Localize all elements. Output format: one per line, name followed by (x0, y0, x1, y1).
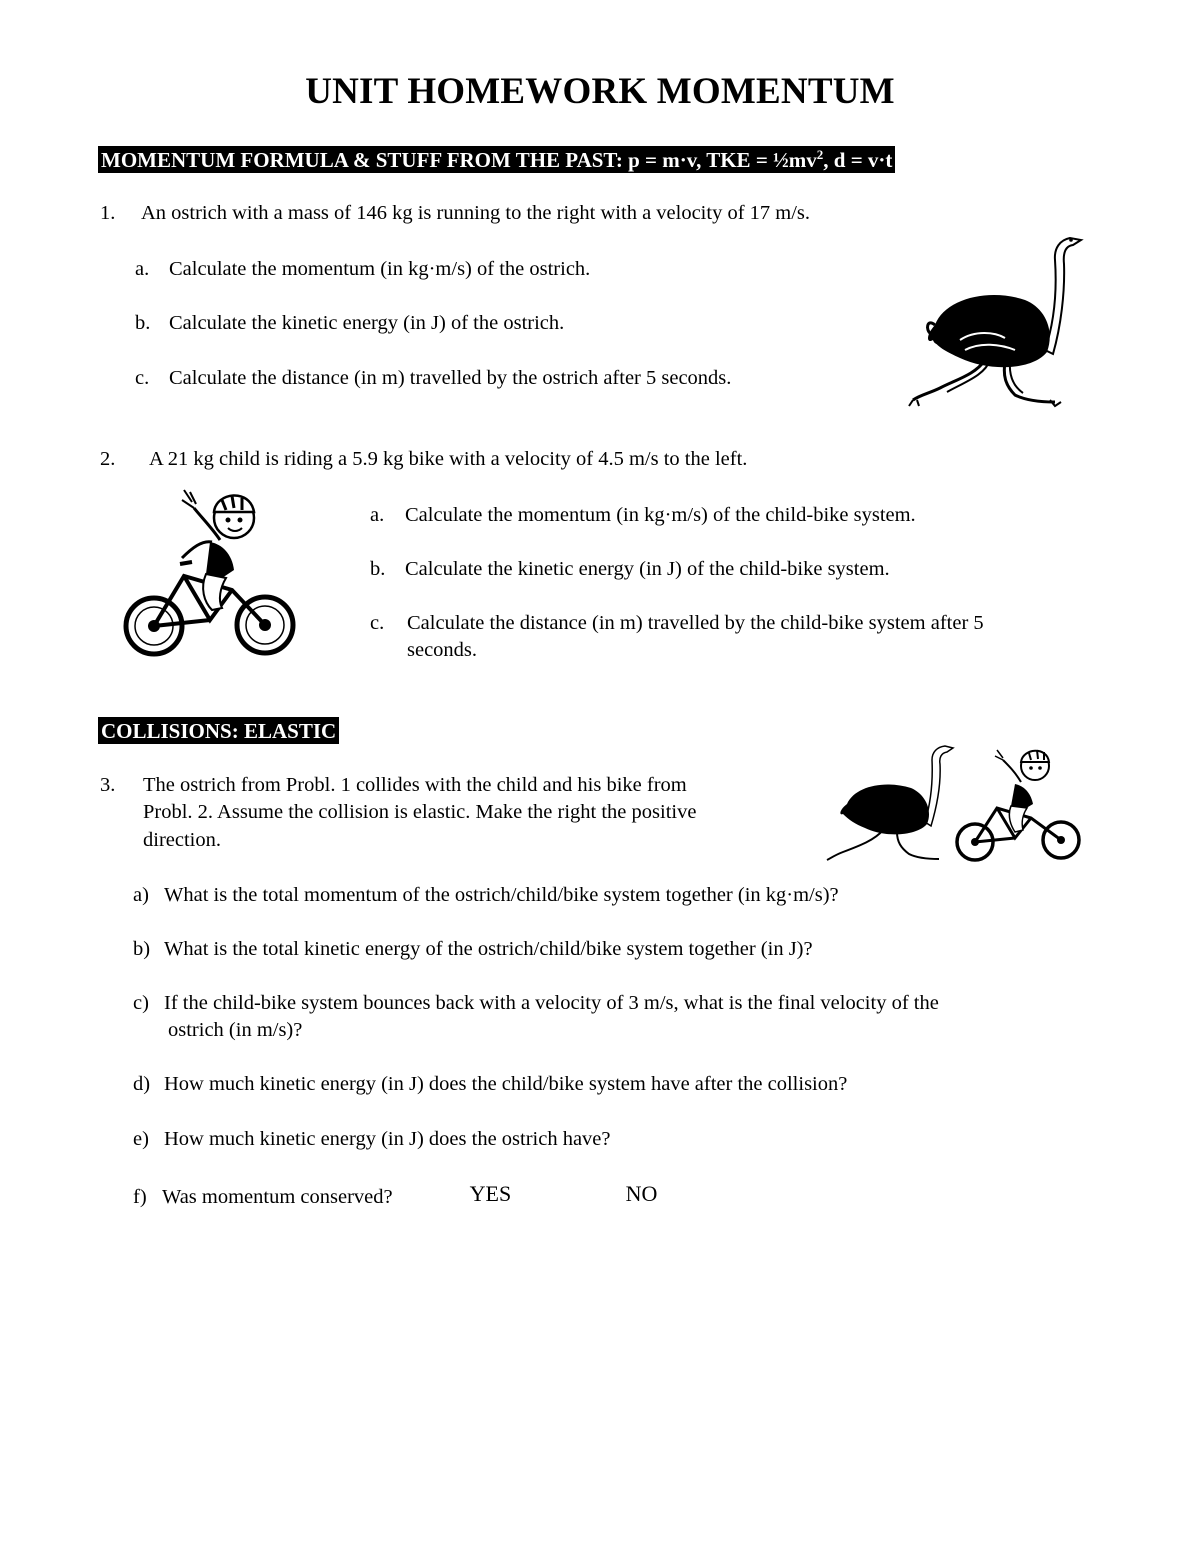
q1-part-c-text: Calculate the distance (in m) travelled by the ostrich after 5 seconds. (169, 367, 732, 389)
page-title: UNIT HOMEWORK MOMENTUM (305, 71, 895, 112)
banner-superscript: 2 (816, 147, 824, 162)
q3-part-e-text: How much kinetic energy (in J) does the ostrich have? (164, 1128, 611, 1150)
q3-part-a-text: What is the total momentum of the ostrich/child/bike system together (in kg·m/s)? (164, 884, 839, 906)
q1-part-c-label: c. (135, 367, 150, 389)
question-2-number: 2. (100, 448, 116, 470)
q2-part-b-label: b. (370, 558, 386, 580)
q2-part-b-text: Calculate the kinetic energy (in J) of the child-bike system. (405, 558, 890, 580)
q2-part-c-continuation: seconds. (407, 639, 478, 661)
ostrich-and-child-collision-illustration (825, 742, 1087, 864)
q1-part-a-label: a. (135, 258, 150, 280)
q3-part-c-label: c) (133, 992, 149, 1014)
q1-part-a-text: Calculate the momentum (in kg·m/s) of the ostrich. (169, 258, 591, 280)
q2-part-c-label: c. (370, 612, 385, 634)
q3-part-f-text: Was momentum conserved? (162, 1186, 393, 1208)
q2-part-a-label: a. (370, 504, 385, 526)
q3-part-d-text: How much kinetic energy (in J) does the child/bike system have after the collision? (164, 1073, 848, 1095)
question-3-line-3: direction. (143, 829, 221, 851)
question-2-text: A 21 kg child is riding a 5.9 kg bike with a velocity of 4.5 m/s to the left. (149, 448, 748, 470)
question-3-number: 3. (100, 774, 116, 796)
q3-part-c-continuation: ostrich (in m/s)? (168, 1019, 303, 1041)
q3-part-a-label: a) (133, 884, 149, 906)
q2-part-a-text: Calculate the momentum (in kg·m/s) of the child-bike system. (405, 504, 916, 526)
ostrich-illustration (905, 230, 1085, 408)
section-banner-collisions-elastic: COLLISIONS: ELASTIC (98, 717, 339, 744)
banner-tail: , d = v·t (823, 148, 893, 172)
question-1-text: An ostrich with a mass of 146 kg is running to the right with a velocity of 17 m/s. (141, 202, 811, 224)
q3-part-f-label: f) (133, 1186, 147, 1208)
q1-part-b-label: b. (135, 312, 151, 334)
q3-part-b-text: What is the total kinetic energy of the ostrich/child/bike system together (in J)? (164, 938, 813, 960)
yes-checkbox-option[interactable] (447, 1181, 511, 1207)
q3-part-c-text: If the child-bike system bounces back with a velocity of 3 m/s, what is the final velocity of the (164, 992, 939, 1014)
no-checkbox-glyph[interactable] (603, 1181, 620, 1206)
no-label: NO (603, 1181, 635, 1206)
q2-part-c-text: Calculate the distance (in m) travelled by the child-bike system after 5 (407, 612, 984, 634)
yes-label: YES (447, 1181, 489, 1206)
question-3-line-1: The ostrich from Probl. 1 collides with the child and his bike from (143, 774, 687, 796)
child-on-bike-illustration (122, 478, 300, 660)
question-3-line-2: Probl. 2. Assume the collision is elastic. Make the right the positive (143, 801, 697, 823)
banner-text: MOMENTUM FORMULA & STUFF FROM THE PAST: p = m·v, TKE = ½mv (101, 148, 817, 172)
no-checkbox-option[interactable] (603, 1181, 657, 1207)
q3-part-b-label: b) (133, 938, 151, 960)
section-banner-momentum-formula (98, 146, 895, 173)
question-1-number: 1. (100, 202, 116, 224)
q1-part-b-text: Calculate the kinetic energy (in J) of the ostrich. (169, 312, 565, 334)
yes-checkbox-glyph[interactable] (447, 1181, 464, 1206)
q3-part-d-label: d) (133, 1073, 151, 1095)
q3-part-e-label: e) (133, 1128, 149, 1150)
